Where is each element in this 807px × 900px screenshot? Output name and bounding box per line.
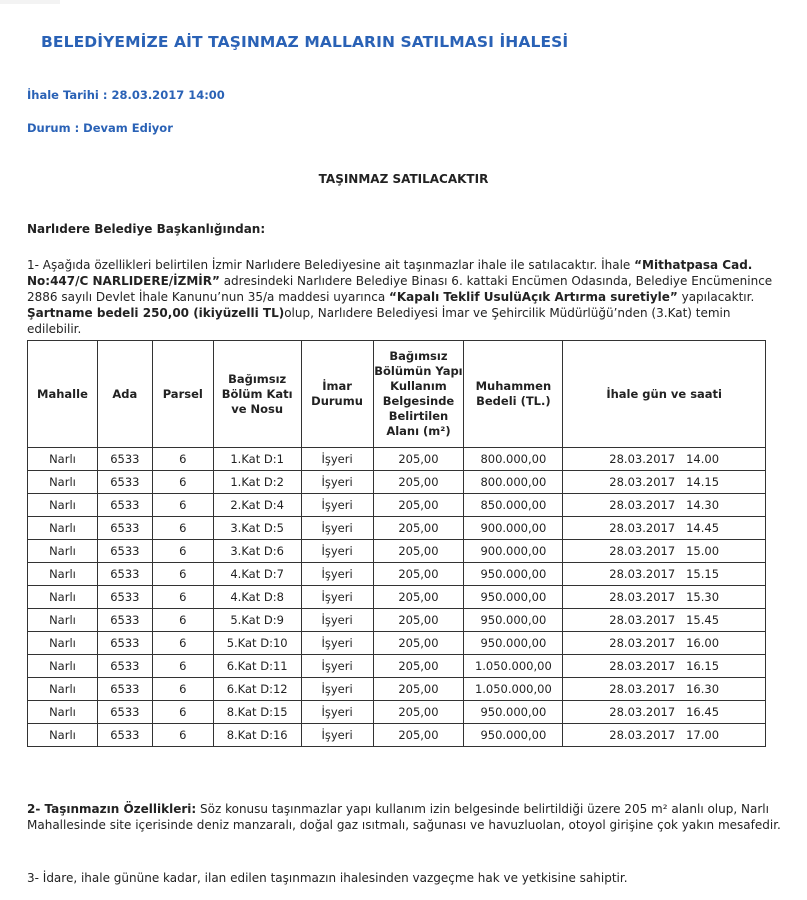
cell-ihale-saati: 28.03.2017 14.00 (563, 448, 766, 471)
cell-parsel: 6 (152, 678, 213, 701)
cell-imar: İşyeri (301, 448, 373, 471)
table-row (28, 448, 766, 471)
header-ada: Ada (97, 341, 152, 448)
cell-bolum: 5.Kat D:9 (213, 609, 301, 632)
cell-bedel: 800.000,00 (464, 448, 563, 471)
cell-mahalle: Narlı (28, 655, 98, 678)
cell-imar: İşyeri (301, 701, 373, 724)
cell-bedel: 1.050.000,00 (464, 678, 563, 701)
header-ihale-saati: İhale gün ve saati (563, 341, 766, 448)
header-imar: İmar Durumu (301, 341, 373, 448)
cell-parsel: 6 (152, 540, 213, 563)
cell-imar: İşyeri (301, 517, 373, 540)
tender-date: İhale Tarihi : 28.03.2017 14:00 (27, 88, 225, 102)
table-row (28, 471, 766, 494)
cell-parsel: 6 (152, 563, 213, 586)
cell-ihale-saati: 28.03.2017 16.30 (563, 678, 766, 701)
cell-parsel: 6 (152, 448, 213, 471)
paragraph-1-fee: Şartname bedeli 250,00 (ikiyüzelli TL) (27, 306, 285, 320)
cell-mahalle: Narlı (28, 586, 98, 609)
cell-imar: İşyeri (301, 609, 373, 632)
paragraph-1-address: “Mithatpasa Cad. No:447/C NARLIDERE/İZMİR” (27, 258, 753, 288)
cell-ada: 6533 (97, 701, 152, 724)
paragraph-2-heading: 2- Taşınmazın Özellikleri: (27, 802, 197, 816)
paragraph-2 (27, 801, 787, 833)
table-row (28, 517, 766, 540)
cell-imar: İşyeri (301, 678, 373, 701)
issuing-office: Narlıdere Belediye Başkanlığından: (27, 222, 266, 236)
cell-ihale-saati: 28.03.2017 15.15 (563, 563, 766, 586)
cell-mahalle: Narlı (28, 632, 98, 655)
paragraph-1-text-a: 1- Aşağıda özellikleri belirtilen İzmir Narlıdere Belediyesine ait taşınmazlar ihale ile satılacaktır. İhale (27, 258, 635, 272)
cell-alan: 205,00 (373, 655, 464, 678)
cell-ada: 6533 (97, 517, 152, 540)
cell-bedel: 950.000,00 (464, 609, 563, 632)
cell-ada: 6533 (97, 494, 152, 517)
cell-bedel: 850.000,00 (464, 494, 563, 517)
cell-bolum: 1.Kat D:1 (213, 448, 301, 471)
cell-bolum: 8.Kat D:15 (213, 701, 301, 724)
cell-imar: İşyeri (301, 471, 373, 494)
paragraph-3: 3- İdare, ihale gününe kadar, ilan edilen taşınmazın ihalesinden vazgeçme hak ve yetkisine sahiptir. (27, 871, 628, 885)
cell-ada: 6533 (97, 632, 152, 655)
cell-mahalle: Narlı (28, 724, 98, 747)
cell-alan: 205,00 (373, 494, 464, 517)
cell-ihale-saati: 28.03.2017 14.30 (563, 494, 766, 517)
cell-imar: İşyeri (301, 540, 373, 563)
cell-bolum: 8.Kat D:16 (213, 724, 301, 747)
cell-ihale-saati: 28.03.2017 16.00 (563, 632, 766, 655)
cell-mahalle: Narlı (28, 494, 98, 517)
table-row (28, 609, 766, 632)
paragraph-1-text-b: adresindeki Narlıdere Belediye Binası 6. kattaki Encümen Odasında, Belediye Encümenince 2886 sayılı Devlet İhale Kanunu’nun 35/a maddesi uyarınca (27, 274, 773, 304)
cell-mahalle: Narlı (28, 471, 98, 494)
cell-bedel: 950.000,00 (464, 724, 563, 747)
cell-bedel: 950.000,00 (464, 563, 563, 586)
cell-bolum: 1.Kat D:2 (213, 471, 301, 494)
cell-alan: 205,00 (373, 701, 464, 724)
cell-parsel: 6 (152, 655, 213, 678)
cell-ada: 6533 (97, 678, 152, 701)
cell-alan: 205,00 (373, 678, 464, 701)
cell-ihale-saati: 28.03.2017 16.45 (563, 701, 766, 724)
notice-heading: TAŞINMAZ SATILACAKTIR (318, 172, 489, 186)
paragraph-1-text-d: olup, Narlıdere Belediyesi İmar ve Şehircilik Müdürlüğü’nden (3.Kat) temin edilebilir. (27, 306, 731, 336)
cell-bedel: 900.000,00 (464, 517, 563, 540)
paragraph-2-text: Söz konusu taşınmazlar yapı kullanım izin belgesinde belirtildiği üzere 205 m² alanlı olup, Narlı Mahallesinde site içerisinde deniz manzaralı, doğal gaz ısıtmalı, sağunası ve havuzluolan, otoyol girişine çok yakın mesafedir. (27, 802, 781, 832)
cell-bedel: 950.000,00 (464, 701, 563, 724)
cell-alan: 205,00 (373, 609, 464, 632)
cell-mahalle: Narlı (28, 678, 98, 701)
cell-bolum: 3.Kat D:6 (213, 540, 301, 563)
cell-ihale-saati: 28.03.2017 15.45 (563, 609, 766, 632)
cell-ada: 6533 (97, 448, 152, 471)
cell-bolum: 6.Kat D:12 (213, 678, 301, 701)
cell-parsel: 6 (152, 494, 213, 517)
cell-ada: 6533 (97, 586, 152, 609)
cell-alan: 205,00 (373, 540, 464, 563)
header-bolum: Bağımsız Bölüm Katı ve Nosu (213, 341, 301, 448)
cell-alan: 205,00 (373, 724, 464, 747)
cell-bolum: 6.Kat D:11 (213, 655, 301, 678)
table-row (28, 563, 766, 586)
cell-ada: 6533 (97, 609, 152, 632)
cell-alan: 205,00 (373, 632, 464, 655)
tender-status: Durum : Devam Ediyor (27, 121, 173, 135)
cell-parsel: 6 (152, 586, 213, 609)
cell-imar: İşyeri (301, 632, 373, 655)
cell-ada: 6533 (97, 540, 152, 563)
paragraph-1 (27, 257, 777, 337)
cell-parsel: 6 (152, 517, 213, 540)
table-row (28, 632, 766, 655)
table-row (28, 494, 766, 517)
paragraph-1-method: “Kapalı Teklif UsulüAçık Artırma suretiyle” (389, 290, 678, 304)
cell-bolum: 4.Kat D:8 (213, 586, 301, 609)
cell-mahalle: Narlı (28, 563, 98, 586)
cell-ihale-saati: 28.03.2017 16.15 (563, 655, 766, 678)
property-table (27, 340, 766, 747)
cell-imar: İşyeri (301, 586, 373, 609)
cell-ihale-saati: 28.03.2017 14.45 (563, 517, 766, 540)
cell-ada: 6533 (97, 724, 152, 747)
cell-ihale-saati: 28.03.2017 15.00 (563, 540, 766, 563)
cell-bolum: 2.Kat D:4 (213, 494, 301, 517)
top-scrollbar-fragment (0, 0, 60, 4)
table-row (28, 655, 766, 678)
cell-ihale-saati: 28.03.2017 17.00 (563, 724, 766, 747)
cell-bedel: 1.050.000,00 (464, 655, 563, 678)
cell-mahalle: Narlı (28, 609, 98, 632)
cell-imar: İşyeri (301, 563, 373, 586)
header-alan: Bağımsız Bölümün Yapı Kullanım Belgesinde Belirtilen Alanı (m²) (373, 341, 464, 448)
cell-alan: 205,00 (373, 471, 464, 494)
page-title: BELEDİYEMİZE AİT TAŞINMAZ MALLARIN SATILMASI İHALESİ (41, 33, 569, 51)
cell-alan: 205,00 (373, 517, 464, 540)
table-row (28, 678, 766, 701)
table-header-row (28, 341, 766, 448)
header-mahalle: Mahalle (28, 341, 98, 448)
cell-parsel: 6 (152, 724, 213, 747)
cell-alan: 205,00 (373, 563, 464, 586)
cell-mahalle: Narlı (28, 540, 98, 563)
table-row (28, 724, 766, 747)
cell-alan: 205,00 (373, 586, 464, 609)
cell-bedel: 950.000,00 (464, 632, 563, 655)
cell-mahalle: Narlı (28, 701, 98, 724)
cell-ihale-saati: 28.03.2017 14.15 (563, 471, 766, 494)
header-bedel: Muhammen Bedeli (TL.) (464, 341, 563, 448)
cell-bedel: 900.000,00 (464, 540, 563, 563)
cell-imar: İşyeri (301, 724, 373, 747)
cell-imar: İşyeri (301, 494, 373, 517)
cell-mahalle: Narlı (28, 517, 98, 540)
cell-imar: İşyeri (301, 655, 373, 678)
cell-bolum: 4.Kat D:7 (213, 563, 301, 586)
cell-ada: 6533 (97, 655, 152, 678)
header-parsel: Parsel (152, 341, 213, 448)
cell-alan: 205,00 (373, 448, 464, 471)
cell-bedel: 950.000,00 (464, 586, 563, 609)
cell-bedel: 800.000,00 (464, 471, 563, 494)
cell-ihale-saati: 28.03.2017 15.30 (563, 586, 766, 609)
cell-bolum: 3.Kat D:5 (213, 517, 301, 540)
cell-ada: 6533 (97, 563, 152, 586)
table-row (28, 701, 766, 724)
cell-parsel: 6 (152, 471, 213, 494)
paragraph-1-text-c: yapılacaktır. (677, 290, 755, 304)
cell-parsel: 6 (152, 701, 213, 724)
table-row (28, 586, 766, 609)
cell-mahalle: Narlı (28, 448, 98, 471)
cell-parsel: 6 (152, 632, 213, 655)
cell-parsel: 6 (152, 609, 213, 632)
cell-ada: 6533 (97, 471, 152, 494)
cell-bolum: 5.Kat D:10 (213, 632, 301, 655)
table-row (28, 540, 766, 563)
